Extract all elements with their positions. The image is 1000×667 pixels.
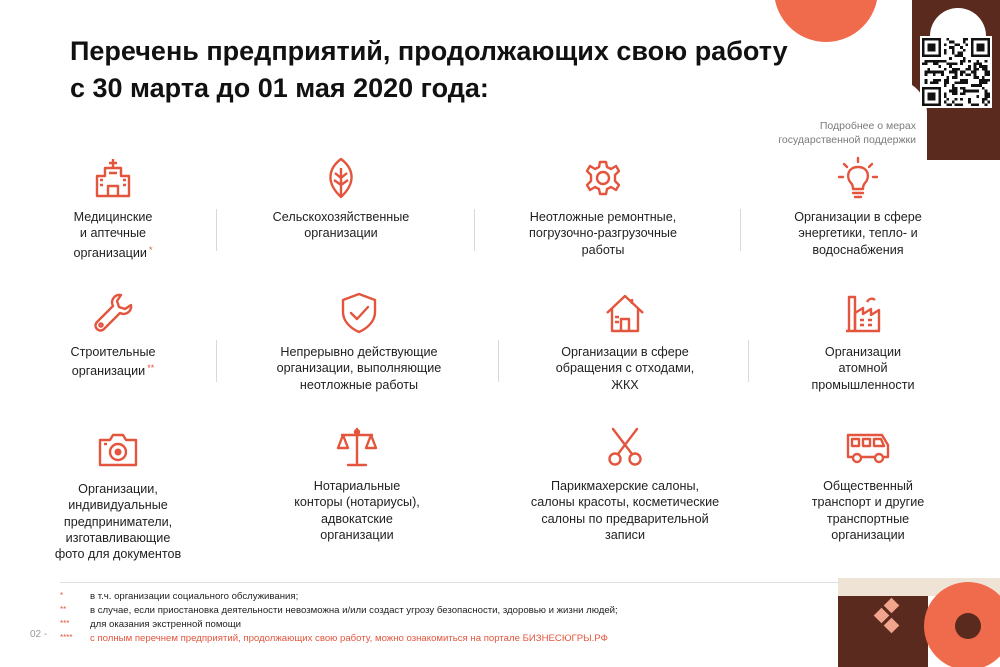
category-construction-label: Строительные организации — [70, 345, 156, 379]
footnote-4-marker: **** — [60, 633, 73, 642]
category-repair-label: Неотложные ремонтные, погрузочно-разгрузочные работы — [529, 210, 677, 257]
category-salon — [520, 425, 730, 543]
category-notary — [252, 425, 462, 543]
category-continuous — [254, 291, 464, 393]
page-title — [70, 33, 830, 107]
footnote-2-marker: ** — [60, 605, 67, 614]
category-photo — [13, 428, 223, 562]
footnote-4[interactable] — [60, 631, 608, 645]
page-number: 02 - — [30, 629, 48, 640]
category-photo-label: Организации, индивидуальные предприниматели, изготавливающие фото для документов — [54, 482, 182, 562]
gear-icon — [581, 156, 625, 200]
title-line-2: с 30 марта до 01 мая 2020 года: — [70, 73, 489, 103]
category-transport-label: Общественный транспорт и другие транспортные организации — [811, 479, 925, 542]
category-repair — [498, 156, 708, 258]
divider — [216, 209, 217, 251]
wrench-icon — [91, 291, 135, 335]
footnote-marker-2: ** — [147, 363, 155, 374]
category-nuclear — [758, 291, 968, 393]
footnote-divider — [60, 582, 840, 583]
lightbulb-icon — [836, 156, 880, 200]
camera-icon — [96, 428, 140, 472]
footnote-1-marker: * — [60, 591, 64, 600]
footnote-1 — [60, 589, 298, 603]
category-salon-label: Парикмахерские салоны, салоны красоты, косметические салоны по предварительной записи — [530, 479, 720, 542]
category-transport — [763, 425, 973, 543]
category-notary-label: Нотариальные конторы (нотариусы), адвокатские организации — [294, 479, 420, 542]
footnote-2-text: в случае, если приостановка деятельности невозможна и/или создаст угрозу безопасности, здоровью и жизни людей; — [90, 605, 618, 616]
footnote-4-text[interactable]: с полным перечнем предприятий, продолжающих свою работу, можно ознакомиться на портале БИЗНЕСЮГРЫ.РФ — [90, 633, 608, 644]
divider — [498, 340, 499, 382]
footnote-3-text: для оказания экстренной помощи — [90, 619, 242, 630]
divider — [474, 209, 475, 251]
bus-icon — [844, 425, 892, 469]
category-medical-label: Медицинские и аптечные организации — [73, 210, 153, 260]
title-line-1: Перечень предприятий, продолжающих свою работу — [70, 36, 788, 66]
footnote-1-text: в т.ч. организации социального обслуживания; — [90, 591, 299, 602]
category-agriculture-label: Сельскохозяйственные организации — [272, 210, 410, 241]
category-waste — [520, 291, 730, 393]
scissors-icon — [603, 425, 647, 469]
category-energy-label: Организации в сфере энергетики, тепло- и водоснабжения — [794, 210, 922, 257]
divider — [216, 340, 217, 382]
footnote-3-marker: *** — [60, 619, 70, 628]
qr-caption: Подробнее о мерах государственной поддержки — [778, 120, 916, 146]
leaf-icon — [319, 156, 363, 200]
category-continuous-label: Непрерывно действующие организации, выполняющие неотложные работы — [276, 345, 442, 392]
category-agriculture — [236, 156, 446, 242]
house-icon — [603, 291, 647, 335]
footnote-marker-1: * — [148, 244, 153, 255]
category-nuclear-label: Организации атомной промышленности — [811, 345, 915, 392]
category-energy — [753, 156, 963, 258]
scales-icon — [335, 425, 379, 469]
divider — [740, 209, 741, 251]
qr-code[interactable] — [920, 36, 992, 108]
category-construction — [8, 291, 218, 380]
category-medical — [8, 156, 218, 261]
divider — [748, 340, 749, 382]
decor-bottom-right — [838, 578, 1000, 667]
footnote-2 — [60, 603, 618, 617]
factory-icon — [841, 291, 885, 335]
shield-check-icon — [337, 291, 381, 335]
footnote-3 — [60, 617, 241, 631]
category-waste-label: Организации в сфере обращения с отходами, ЖКХ — [555, 345, 695, 392]
qr-code-icon — [922, 38, 990, 106]
hospital-icon — [91, 156, 135, 200]
